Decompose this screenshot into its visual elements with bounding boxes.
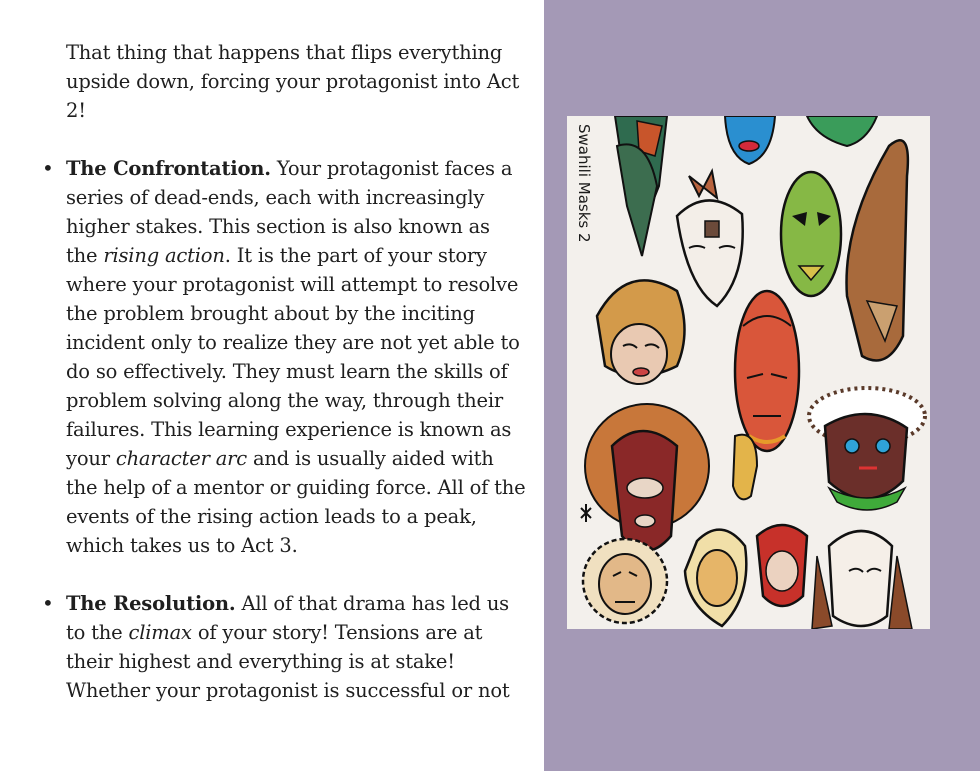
mask-top-right bbox=[807, 116, 877, 146]
intro-paragraph: That thing that happens that flips everything upside down, forcing your protagonist into Act 2! bbox=[66, 41, 520, 122]
confrontation-text-3: and is usually aided with the help of a mentor or guiding force. All of the events of the rising action leads to a peak, which takes us to Act 3. bbox=[66, 447, 526, 557]
body-text bbox=[42, 38, 526, 734]
mask-tall-brown bbox=[847, 140, 908, 360]
mask-heart-shaped bbox=[685, 530, 746, 626]
mask-spotted-round bbox=[583, 539, 667, 623]
resolution-text-2: of your story! Tensions are at their highest and everything is at stake! Whether your protagonist is successful or not bbox=[66, 621, 510, 702]
mask-red-patterned bbox=[735, 291, 799, 451]
confrontation-heading: The Confrontation. bbox=[66, 157, 271, 180]
mask-white-horned bbox=[677, 171, 743, 306]
bullet-resolution bbox=[42, 589, 526, 705]
masks-drawing bbox=[567, 116, 930, 629]
climax-term: climax bbox=[128, 621, 192, 644]
mask-small-yellow bbox=[733, 435, 757, 500]
mask-white-bearded bbox=[812, 531, 912, 629]
mask-red-small bbox=[757, 525, 807, 606]
masks-sketch-image bbox=[567, 116, 930, 629]
mask-feathered-face bbox=[809, 388, 925, 510]
bullet-dot-icon: • bbox=[42, 156, 54, 180]
mask-dark-red-hair bbox=[585, 404, 709, 551]
rising-action-term: rising action bbox=[103, 244, 225, 267]
resolution-heading: The Resolution. bbox=[66, 592, 236, 615]
bullet-confrontation bbox=[42, 154, 526, 560]
confrontation-text-2: . It is the part of your story where your protagonist will attempt to resolve the problem brought about by the inciting incident only to realize they are not yet able to do so effectively. They must learn the skills of problem solving along the way, through their failures. This learning experience is known as your bbox=[66, 244, 520, 470]
mask-green-oval bbox=[781, 172, 841, 296]
confrontation-text-1: Your protagonist faces a series of dead-ends, each with increasingly higher stakes. This section is also known as the bbox=[66, 157, 513, 267]
asterisk-mark bbox=[581, 504, 591, 522]
mask-gold-helmet bbox=[597, 280, 685, 384]
bullet-dot-icon: • bbox=[42, 591, 54, 615]
sketch-label: Swahili Masks 2 bbox=[575, 124, 593, 243]
character-arc-term: character arc bbox=[115, 447, 247, 470]
resolution-text-1: All of that drama has led us to the bbox=[66, 592, 509, 644]
mask-top-center bbox=[725, 116, 775, 164]
